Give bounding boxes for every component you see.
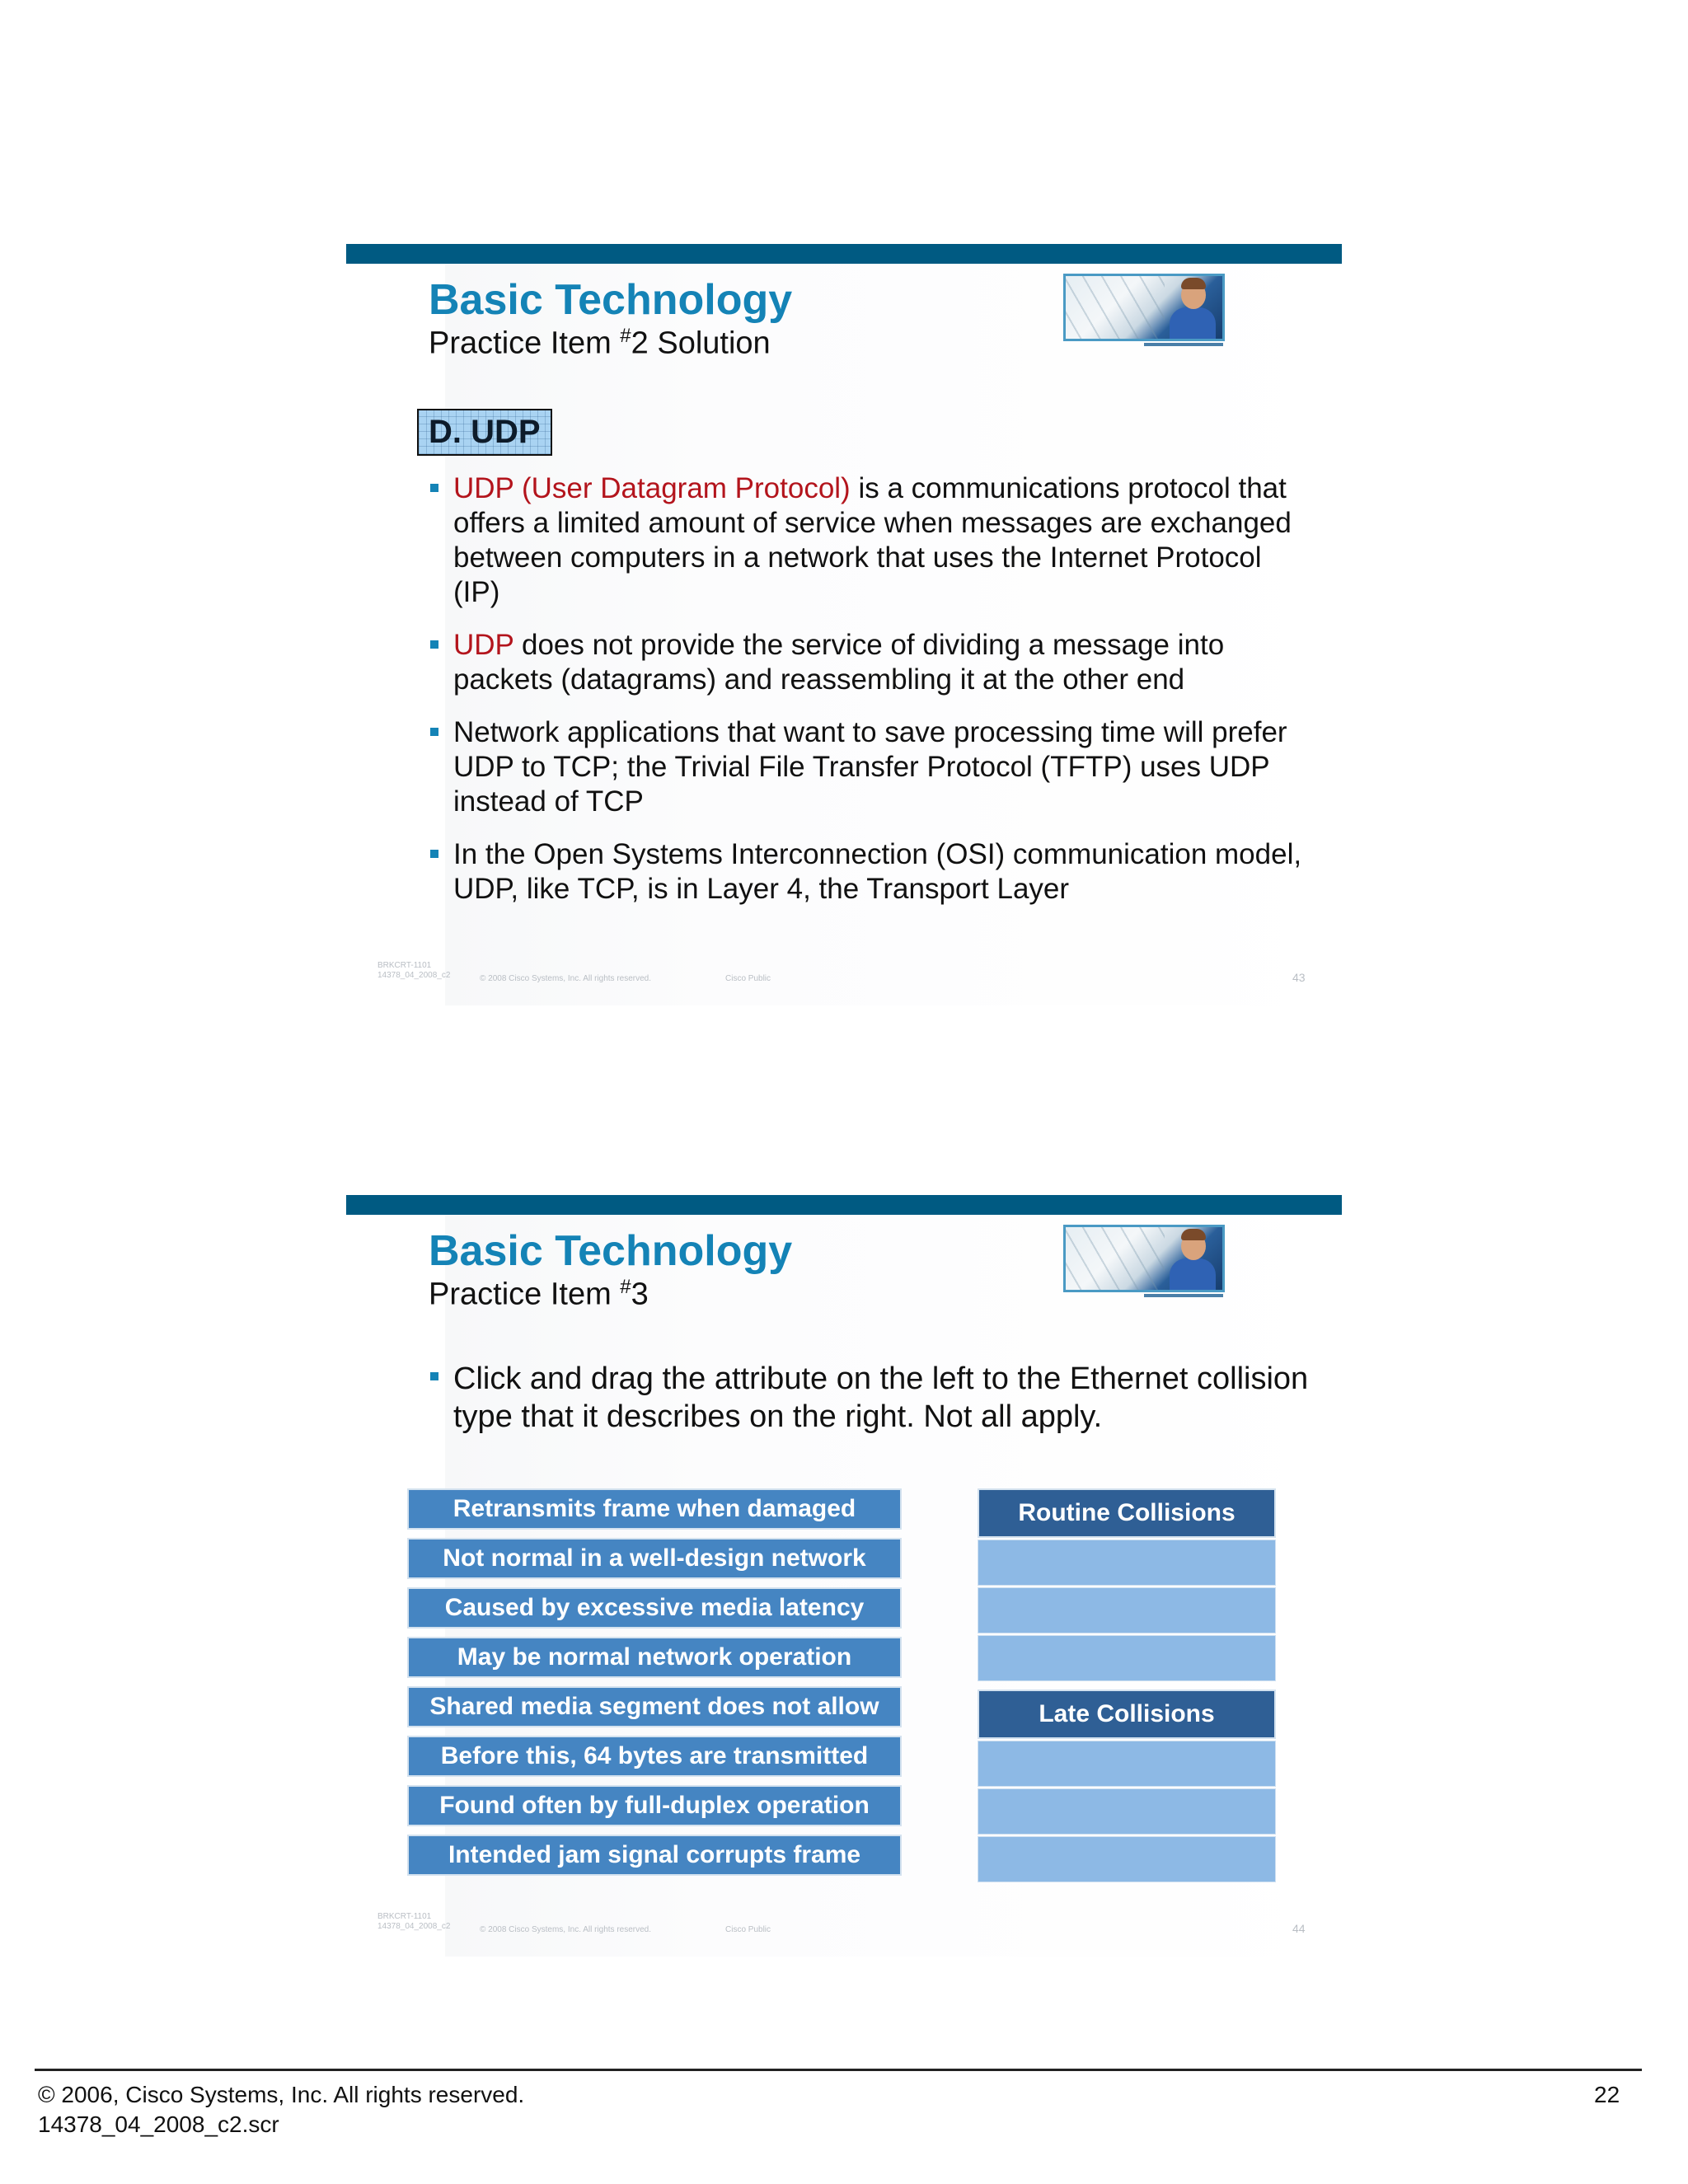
slide-title: Basic Technology (429, 276, 793, 324)
drop-slot[interactable] (978, 1741, 1276, 1787)
attribute-list (407, 1488, 902, 1884)
slide-subtitle (429, 325, 771, 362)
target-header-late-collisions: Late Collisions (978, 1690, 1276, 1739)
collision-targets (978, 1488, 1276, 1882)
drop-slot[interactable] (978, 1788, 1276, 1835)
solution-bullets (429, 471, 1302, 925)
draggable-attribute[interactable]: May be normal network operation (407, 1637, 902, 1678)
slide-footer-copyright: © 2008 Cisco Systems, Inc. All rights reserved. (480, 974, 652, 983)
slide-number: 43 (1292, 971, 1306, 984)
instruction-bullets (429, 1360, 1319, 1454)
instruction-text: Click and drag the attribute on the left to the Ethernet collision type that it describes on the right. Not all apply. (429, 1360, 1319, 1436)
slide-footer-copyright: © 2008 Cisco Systems, Inc. All rights reserved. (480, 1925, 652, 1934)
draggable-attribute[interactable]: Intended jam signal corrupts frame (407, 1835, 902, 1876)
draggable-attribute[interactable]: Not normal in a well-design network (407, 1538, 902, 1579)
slide-practice-item-3 (346, 1195, 1342, 1978)
slide-top-bar (346, 1195, 1342, 1215)
technician-photo (1063, 1225, 1225, 1292)
subtitle-hash: # (620, 325, 631, 347)
subtitle-suffix: 2 Solution (631, 326, 771, 361)
slide-subtitle (429, 1276, 649, 1313)
bullet-item: UDP (User Datagram Protocol) is a communications protocol that offers a limited amount of service when messages are exchanged between computers in a network that uses the Internet Protocol (IP) (429, 471, 1302, 610)
slide-footer-public: Cisco Public (725, 1925, 771, 1934)
page-footer (38, 2080, 524, 2139)
drop-slot[interactable] (978, 1587, 1276, 1633)
draggable-attribute[interactable]: Found often by full-duplex operation (407, 1785, 902, 1826)
slide-practice-item-2-solution (346, 244, 1342, 1027)
draggable-attribute[interactable]: Retransmits frame when damaged (407, 1488, 902, 1530)
slide-title: Basic Technology (429, 1227, 793, 1275)
page-file-name: 14378_04_2008_c2.scr (38, 2111, 279, 2137)
page-copyright: © 2006, Cisco Systems, Inc. All rights reserved. (38, 2082, 525, 2107)
slide-footer-codes: BRKCRT-1101 14378_04_2008_c2 (377, 961, 451, 980)
page-footer-rule (35, 2069, 1642, 2071)
slide-top-bar (346, 244, 1342, 264)
subtitle-suffix: 3 (631, 1277, 649, 1312)
photo-tab (1144, 1294, 1223, 1297)
photo-tab (1144, 343, 1223, 346)
draggable-attribute[interactable]: Caused by excessive media latency (407, 1587, 902, 1629)
bullet-item: In the Open Systems Interconnection (OSI) communication model, UDP, like TCP, is in Layer 4, the Transport Layer (429, 837, 1302, 907)
technician-photo (1063, 274, 1225, 341)
answer-label: D. UDP (417, 409, 552, 456)
subtitle-prefix: Practice Item (429, 326, 621, 361)
bullet-item: Network applications that want to save processing time will prefer UDP to TCP; the Trivial File Transfer Protocol (TFTP) uses UDP instead of TCP (429, 715, 1302, 819)
drop-slot[interactable] (978, 1635, 1276, 1681)
draggable-attribute[interactable]: Before this, 64 bytes are transmitted (407, 1736, 902, 1777)
subtitle-hash: # (620, 1276, 631, 1298)
draggable-attribute[interactable]: Shared media segment does not allow (407, 1686, 902, 1727)
subtitle-prefix: Practice Item (429, 1277, 621, 1312)
slide-number: 44 (1292, 1922, 1306, 1935)
page-number: 22 (1594, 2082, 1620, 2107)
drop-slot[interactable] (978, 1836, 1276, 1882)
target-header-routine-collisions: Routine Collisions (978, 1488, 1276, 1538)
slide-footer-public: Cisco Public (725, 974, 771, 983)
slide-footer-codes: BRKCRT-1101 14378_04_2008_c2 (377, 1912, 451, 1931)
bullet-item: UDP does not provide the service of dividing a message into packets (datagrams) and reassembling it at the other end (429, 628, 1302, 697)
drop-slot[interactable] (978, 1540, 1276, 1586)
